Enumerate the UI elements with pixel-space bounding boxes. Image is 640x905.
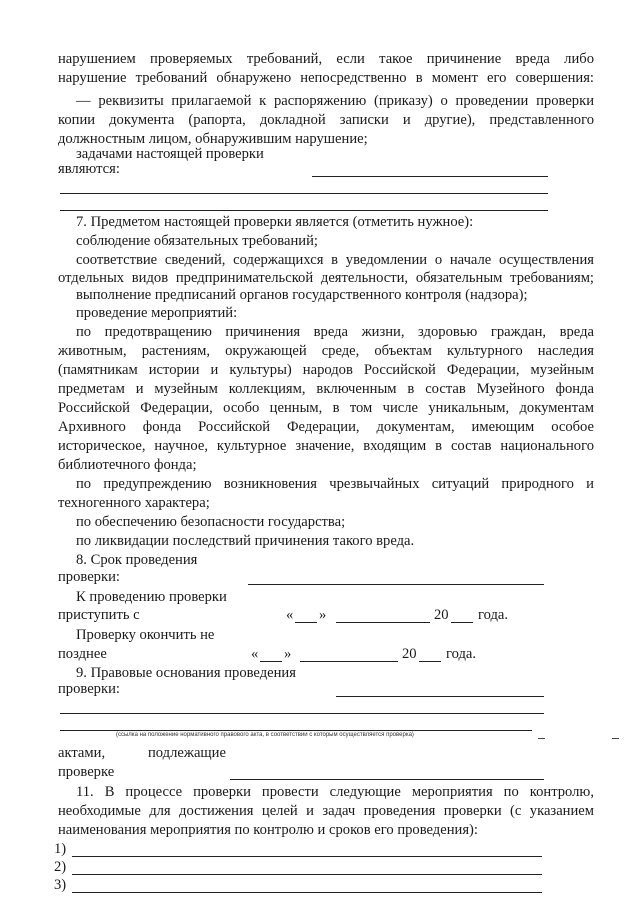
year-suffix: года. xyxy=(478,607,509,623)
text-line: предметам и музейным коллекциям, включенным в состав Музейного фонда xyxy=(58,381,594,397)
year-field[interactable] xyxy=(451,622,473,623)
text-line: — реквизиты прилагаемой к распоряжению (приказу) о проведении проверки xyxy=(76,93,594,109)
fill-line[interactable] xyxy=(60,210,548,211)
quote-open: « xyxy=(251,646,259,662)
footnote-caption: (ссылка на положение нормативного правового акта, в соответствии с которым осуществляется проверка) xyxy=(116,732,414,738)
text-line: актами, xyxy=(58,745,106,761)
text-line: Российской Федерации, особо ценным, в том числе уникальным, документам xyxy=(58,400,594,416)
section-heading-8: 8. Срок проведения xyxy=(76,552,198,568)
section-heading-9: 9. Правовые основания проведения xyxy=(76,665,296,681)
text-line: (памятникам истории и культуры) народов Российской Федерации, музейным xyxy=(58,362,594,378)
text-line: нарушение требований обнаружено непосредственно в момент его совершения: xyxy=(58,70,594,86)
text-line: копии документа (рапорта, докладной записки и другие), представленного xyxy=(58,112,594,128)
fill-line[interactable] xyxy=(312,176,548,177)
year-field[interactable] xyxy=(419,661,441,662)
quote-close: » xyxy=(319,607,327,623)
month-field[interactable] xyxy=(336,622,430,623)
text-line: животным, растениям, окружающей среде, объектам культурного наследия xyxy=(58,343,594,359)
margin-dash xyxy=(538,738,545,739)
list-fill-line[interactable] xyxy=(72,892,542,893)
text-line: Архивного фонда Российской Федерации, документам, имеющим особое xyxy=(58,419,594,435)
day-field[interactable] xyxy=(295,622,317,623)
text-line: Проверку окончить не xyxy=(76,627,215,643)
text-line: по предупреждению возникновения чрезвычайных ситуаций природного и xyxy=(76,476,594,492)
text-line: соблюдение обязательных требований; xyxy=(76,233,318,249)
text-line: проверки: xyxy=(58,569,120,585)
text-line: историческое, научное, культурное значение, входящим в состав национального xyxy=(58,438,594,454)
list-fill-line[interactable] xyxy=(72,856,542,857)
text-line: являются: xyxy=(58,161,120,177)
list-number: 2) xyxy=(54,859,67,875)
text-line: техногенного характера; xyxy=(58,495,210,511)
list-number: 3) xyxy=(54,877,67,893)
text-line: позднее xyxy=(58,646,107,662)
day-field[interactable] xyxy=(260,661,282,662)
year-suffix: года. xyxy=(446,646,477,662)
text-line: библиотечного фонда; xyxy=(58,457,197,473)
text-line: подлежащие xyxy=(148,745,226,761)
fill-line[interactable] xyxy=(60,713,544,714)
fill-line[interactable] xyxy=(230,779,544,780)
text-line: по обеспечению безопасности государства; xyxy=(76,514,346,530)
quote-close: » xyxy=(284,646,292,662)
fill-line[interactable] xyxy=(60,193,548,194)
margin-dash xyxy=(612,738,619,739)
text-line: должностным лицом, обнаружившим нарушение; xyxy=(58,131,368,147)
text-line: отдельных видов предпринимательской деятельности, обязательным требованиям; xyxy=(58,270,594,286)
quote-open: « xyxy=(286,607,294,623)
section-heading-11: 11. В процессе проверки провести следующие мероприятия по контролю, xyxy=(76,784,594,800)
month-field[interactable] xyxy=(300,661,398,662)
text-line: по предотвращению причинения вреда жизни, здоровью граждан, вреда xyxy=(76,324,594,340)
list-number: 1) xyxy=(54,841,67,857)
section-heading-7: 7. Предметом настоящей проверки является (отметить нужное): xyxy=(76,214,474,230)
text-line: проведение мероприятий: xyxy=(76,305,238,321)
text-line: приступить с xyxy=(58,607,140,623)
text-line: К проведению проверки xyxy=(76,589,227,605)
text-line: проверки: xyxy=(58,681,120,697)
text-line: проверке xyxy=(58,764,115,780)
text-line: нарушением проверяемых требований, если такое причинение вреда либо xyxy=(58,51,594,67)
fill-line[interactable] xyxy=(336,696,544,697)
text-line: по ликвидации последствий причинения такого вреда. xyxy=(76,533,415,549)
year-prefix: 20 xyxy=(402,646,417,662)
text-line: задачами настоящей проверки xyxy=(76,146,264,162)
year-prefix: 20 xyxy=(434,607,449,623)
text-line: необходимые для достижения целей и задач проведения проверки (с указанием xyxy=(58,803,594,819)
text-line: наименования мероприятия по контролю и сроков его проведения): xyxy=(58,822,478,838)
list-fill-line[interactable] xyxy=(72,874,542,875)
fill-line[interactable] xyxy=(248,584,544,585)
text-line: выполнение предписаний органов государственного контроля (надзора); xyxy=(76,287,528,303)
text-line: соответствие сведений, содержащихся в уведомлении о начале осуществления xyxy=(76,252,594,268)
